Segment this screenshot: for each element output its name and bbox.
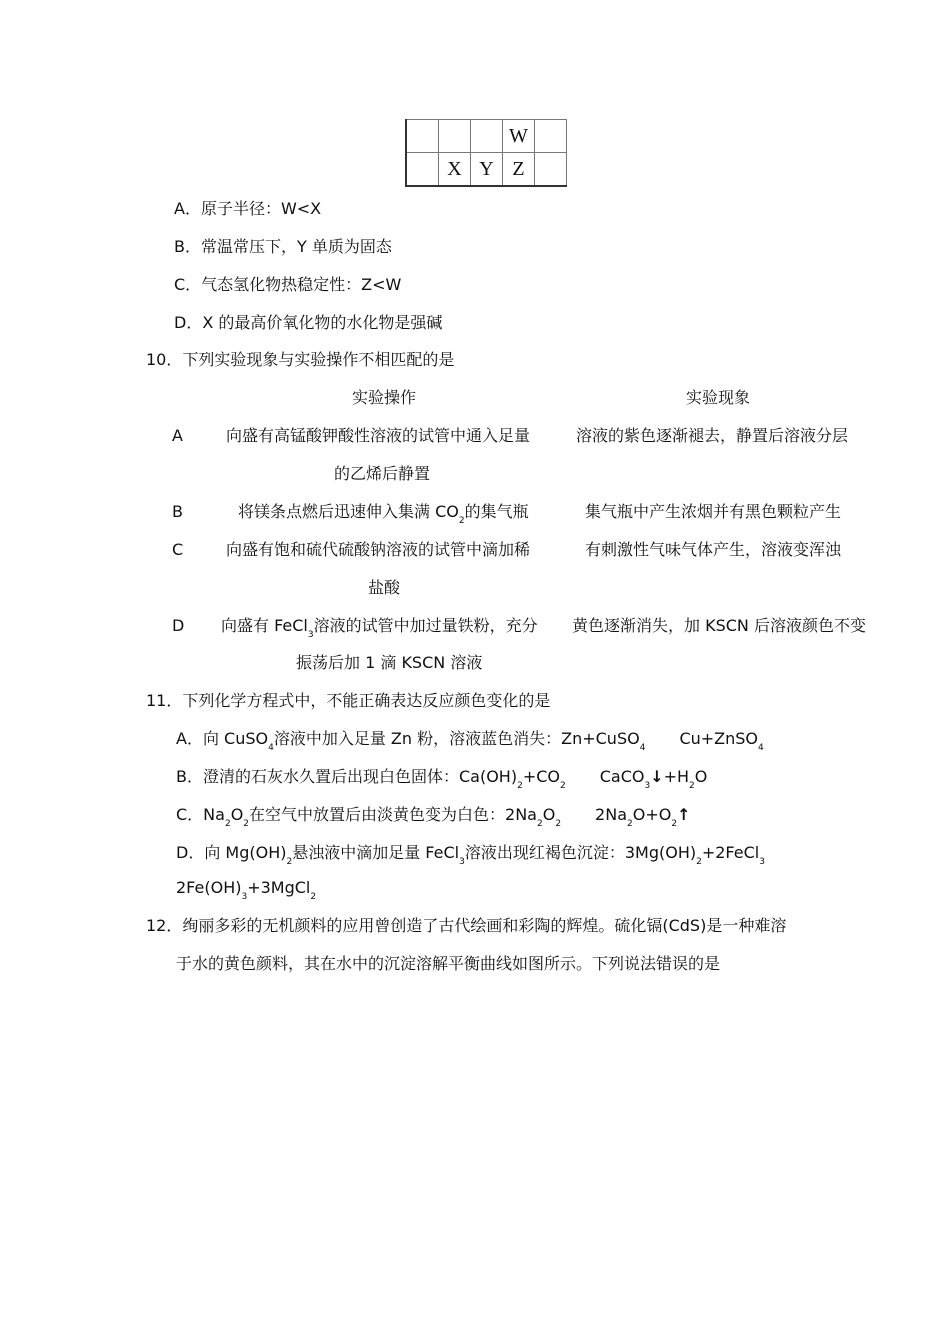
subscript: 2 [243,819,250,829]
table-row [406,153,567,187]
table-cell [406,153,439,187]
q10-header-operation: 实验操作 [352,388,417,407]
subscript: 4 [268,743,274,753]
subscript: 3 [241,892,248,902]
text-span: +H [663,767,690,786]
subscript: 2 [671,819,678,829]
subscript: 2 [536,819,543,829]
subscript: 2 [696,857,702,867]
q10-row-operation: 向盛有饱和硫代硫酸钠溶液的试管中滴加稀 [226,540,531,559]
q11-stem: 11．下列化学方程式中，不能正确表达反应颜色变化的是 [146,691,551,710]
text-span: B．澄清的石灰水久置后出现白色固体：Ca(OH) [176,767,518,786]
q10-row-operation: 向盛有高锰酸钾酸性溶液的试管中通入足量 [226,426,531,445]
q10-row-label: B [172,502,183,521]
q10-row-operation-cont: 振荡后加 1 滴 KSCN 溶液 [296,653,483,672]
subscript: 2 [559,781,566,791]
text-span: CaCO [599,767,645,786]
text-span: 2Na [595,805,627,824]
q9-option-a: A．原子半径：W<X [174,199,322,218]
subscript: 2 [310,892,317,902]
text-span: Cu+ZnSO [679,729,759,748]
text-span: 向盛有 FeCl [221,616,308,635]
text-span: 溶液出现红褐色沉淀：3Mg(OH) [464,843,697,862]
q10-row-operation-cont: 盐酸 [368,578,401,597]
subscript: 2 [627,819,633,829]
text-span: 悬浊液中滴加足量 FeCl [292,843,460,862]
q9-option-d: D．X 的最高价氧化物的水化物是强碱 [174,313,443,332]
q10-row-operation [238,502,529,526]
text-span: 在空气中放置后由淡黄色变为白色：2Na [249,805,537,824]
subscript: 3 [759,857,765,867]
q10-header-phenomenon: 实验现象 [686,388,751,407]
q10-stem: 10．下列实验现象与实验操作不相匹配的是 [146,350,455,369]
text-span: 溶液的试管中加过量铁粉，充分 [313,616,538,635]
table-cell: Z [503,153,535,187]
q10-row-label: A [172,426,183,445]
subscript: 2 [689,781,695,791]
table-cell [535,120,567,153]
table-cell: Y [471,153,503,187]
periodic-table-fragment [405,119,567,187]
q9-option-b: B．常温常压下，Y 单质为固态 [174,237,392,256]
subscript: 2 [517,781,523,791]
table-cell [439,120,471,153]
text-span: +CO [522,767,560,786]
q11-option-d-cont [176,878,317,902]
q11-option-a [176,729,764,753]
q12-stem-line1: 12．绚丽多彩的无机颜料的应用曾创造了古代绘画和彩陶的辉煌。硫化镉(CdS)是一种难溶 [146,916,787,935]
subscript: 2 [224,819,231,829]
text-span: 溶液中加入足量 Zn 粉，溶液蓝色消失：Zn+CuSO [273,729,640,748]
up-arrow-icon: ↑ [677,805,691,824]
subscript: 4 [639,743,646,753]
table-cell [406,120,439,153]
text-span: 2Fe(OH) [176,878,242,897]
q11-option-c [176,805,691,829]
q10-row-operation-cont: 的乙烯后静置 [334,464,431,483]
down-arrow-icon: ↓ [650,767,664,786]
text-span: O [694,767,708,786]
subscript: 2 [458,516,465,526]
q11-option-d [176,843,765,867]
table-cell [535,153,567,187]
text-span: A．向 CuSO [176,729,269,748]
q11-option-b [176,767,708,791]
q9-option-c: C．气态氢化物热稳定性：Z<W [174,275,402,294]
subscript: 2 [286,857,293,867]
table-row [406,120,567,153]
text-span: D．向 Mg(OH) [176,843,287,862]
q10-row-phenomenon: 有刺激性气味气体产生，溶液变浑浊 [585,540,842,559]
subscript: 3 [307,630,314,640]
q10-row-label: D [172,616,185,635]
text-span: 将镁条点燃后迅速伸入集满 CO [238,502,459,521]
text-span: O [230,805,244,824]
q12-stem-line2: 于水的黄色颜料，其在水中的沉淀溶解平衡曲线如图所示。下列说法错误的是 [176,954,721,973]
text-span: C．Na [176,805,225,824]
text-span: +2FeCl [701,843,760,862]
text-span: 的集气瓶 [464,502,529,521]
q10-row-phenomenon: 黄色逐渐消失，加 KSCN 后溶液颜色不变 [572,616,866,635]
text-span: +3MgCl [247,878,311,897]
table-cell [471,120,503,153]
table-cell: X [439,153,471,187]
text-span: O+O [632,805,672,824]
text-span: O [542,805,556,824]
q10-row-phenomenon: 溶液的紫色逐渐褪去，静置后溶液分层 [576,426,849,445]
subscript: 4 [758,743,764,753]
table-cell: W [503,120,535,153]
subscript: 2 [555,819,562,829]
subscript: 3 [459,857,465,867]
q10-row-phenomenon: 集气瓶中产生浓烟并有黑色颗粒产生 [585,502,842,521]
q10-row-label: C [172,540,184,559]
subscript: 3 [644,781,651,791]
q10-row-operation [221,616,538,640]
